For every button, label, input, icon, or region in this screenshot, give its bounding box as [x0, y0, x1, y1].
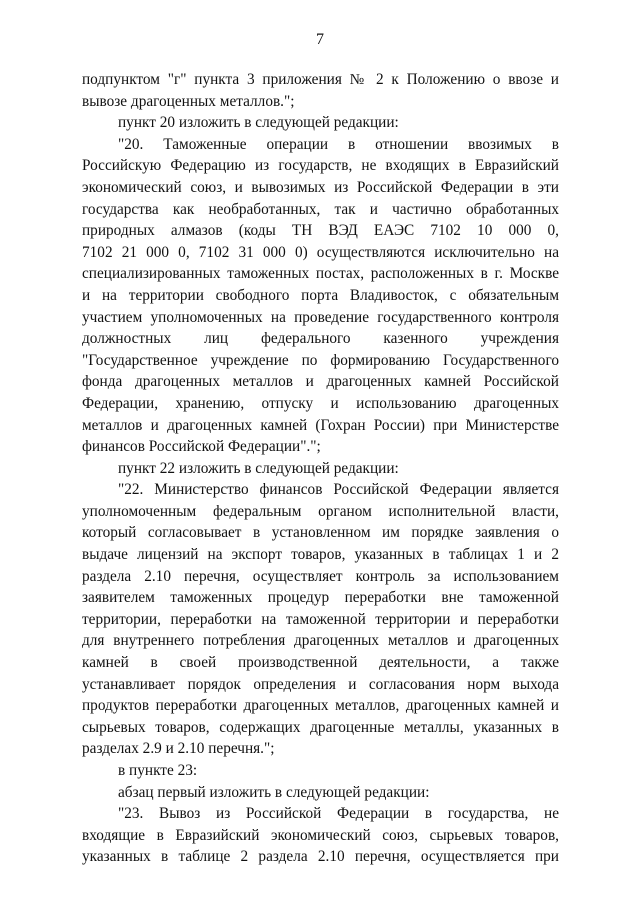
- text-line: территории, переработки на таможенной территории и переработки: [82, 610, 559, 628]
- text-line: металлов и драгоценных камней (Гохран России) при Министерстве: [82, 416, 559, 434]
- text-line: заявителем таможенных процедур переработки вне таможенной: [82, 589, 559, 607]
- text-line: выдаче лицензий на экспорт товаров, указанных в таблицах 1 и 2: [82, 546, 559, 564]
- text-line: пункт 20 изложить в следующей редакции:: [118, 114, 399, 132]
- text-line: финансов Российской Федерации".";: [82, 438, 321, 456]
- text-line: государства как необработанных, так и частично обработанных: [82, 200, 559, 218]
- text-line: сырьевых товаров, содержащих драгоценные металлы, указанных в: [82, 718, 559, 736]
- text-line: для внутреннего потребления драгоценных металлов и драгоценных: [82, 632, 559, 650]
- text-line: продуктов переработки драгоценных металлов, драгоценных камней и: [82, 697, 559, 715]
- text-line: "22. Министерство финансов Российской Федерации является: [118, 481, 559, 499]
- text-line: устанавливает порядок определения и согласования норм выхода: [82, 675, 559, 693]
- text-line: экономический союз, и вывозимых из Российской Федерации в эти: [82, 178, 559, 196]
- text-line: уполномоченным федеральным органом исполнительной власти,: [82, 502, 559, 520]
- text-line: который согласовывает в установленном им порядке заявления о: [82, 524, 559, 542]
- text-line: разделах 2.9 и 2.10 перечня.";: [82, 740, 275, 758]
- text-line: природных алмазов (коды ТН ВЭД ЕАЭС 7102 10 000 0,: [82, 222, 559, 240]
- document-body: [82, 69, 559, 868]
- text-line: Федерации, хранению, отпуску и использованию драгоценных: [82, 394, 559, 412]
- text-line: участием уполномоченных на проведение государственного контроля: [82, 308, 559, 326]
- text-line: 7102 21 000 0, 7102 31 000 0) осуществляются исключительно на: [82, 243, 559, 261]
- text-line: "23. Вывоз из Российской Федерации в государства, не: [118, 805, 559, 823]
- text-line: входящие в Евразийский экономический союз, сырьевых товаров,: [82, 826, 559, 844]
- text-line: "20. Таможенные операции в отношении ввозимых в: [118, 135, 559, 153]
- text-line: должностных лиц федерального казенного учреждения: [82, 330, 559, 348]
- text-line: в пункте 23:: [118, 762, 198, 779]
- text-line: вывозе драгоценных металлов.";: [82, 92, 295, 110]
- page-number: 7: [316, 31, 324, 48]
- text-line: Российскую Федерацию из государств, не входящих в Евразийский: [82, 157, 559, 175]
- text-line: специализированных таможенных постах, расположенных в г. Москве: [82, 265, 559, 283]
- text-line: раздела 2.10 перечня, осуществляет контроль за использованием: [82, 567, 559, 585]
- text-line: и на территории свободного порта Владивосток, с обязательным: [82, 286, 559, 304]
- text-line: абзац первый изложить в следующей редакции:: [118, 783, 430, 801]
- text-line: камней в своей производственной деятельности, а также: [82, 654, 559, 672]
- text-line: подпунктом "г" пункта 3 приложения № 2 к Положению о ввозе и: [82, 71, 559, 88]
- text-line: пункт 22 изложить в следующей редакции:: [118, 459, 399, 477]
- text-line: указанных в таблице 2 раздела 2.10 перечня, осуществляется при: [82, 848, 559, 866]
- text-line: фонда драгоценных металлов и драгоценных камней Российской: [82, 373, 559, 391]
- text-line: "Государственное учреждение по формированию Государственного: [82, 351, 559, 369]
